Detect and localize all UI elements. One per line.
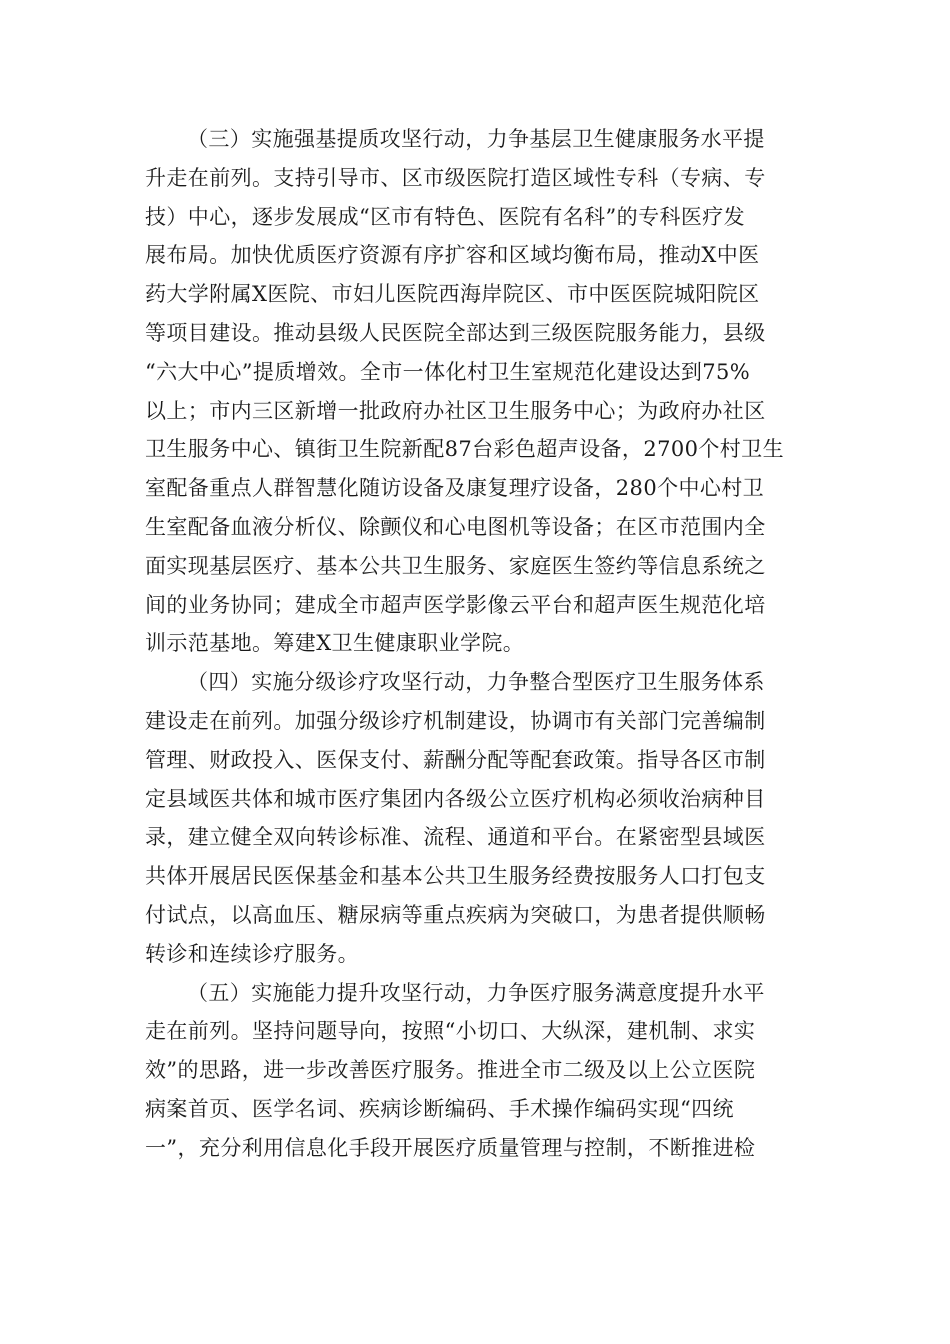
paragraph-line: 转诊和连续诊疗服务。 [145, 941, 359, 966]
paragraph-line: 效”的思路，进一步改善医疗服务。推进全市二级及以上公立医院 [145, 1058, 756, 1083]
paragraph-line: （四）实施分级诊疗攻坚行动，力争整合型医疗卫生服务体系 [187, 670, 765, 695]
paragraph-line: 管理、财政投入、医保支付、薪酬分配等配套政策。指导各区市制 [145, 747, 766, 772]
paragraph-line: 建设走在前列。加强分级诊疗机制建设，协调市有关部门完善编制 [145, 708, 766, 733]
paragraph-line: 训示范基地。筹建X卫生健康职业学院。 [145, 631, 525, 656]
paragraph-line: 卫生服务中心、镇街卫生院新配87台彩色超声设备，2700个村卫生 [145, 437, 784, 462]
paragraph-line: 录，建立健全双向转诊标准、流程、通道和平台。在紧密型县域医 [145, 825, 766, 850]
paragraph-line: 走在前列。坚持问题导向，按照“小切口、大纵深，建机制、求实 [145, 1019, 756, 1044]
paragraph-3 [145, 120, 805, 663]
paragraph-line: 升走在前列。支持引导市、区市级医院打造区域性专科（专病、专 [145, 165, 766, 190]
paragraph-4 [145, 663, 805, 973]
paragraph-line: 以上；市内三区新增一批政府办社区卫生服务中心；为政府办社区 [145, 398, 766, 423]
paragraph-line: 定县域医共体和城市医疗集团内各级公立医疗机构必须收治病种目 [145, 786, 766, 811]
paragraph-line: 等项目建设。推动县级人民医院全部达到三级医院服务能力，县级 [145, 320, 766, 345]
paragraph-line: （五）实施能力提升攻坚行动，力争医疗服务满意度提升水平 [187, 980, 765, 1005]
paragraph-line: “六大中心”提质增效。全市一体化村卫生室规范化建设达到75% [145, 359, 751, 384]
document-body [145, 120, 805, 1168]
paragraph-line: 生室配备血液分析仪、除颤仪和心电图机等设备；在区市范围内全 [145, 514, 766, 539]
paragraph-line: 共体开展居民医保基金和基本公共卫生服务经费按服务人口打包支 [145, 864, 766, 889]
paragraph-line: 展布局。加快优质医疗资源有序扩容和区域均衡布局，推动X中医 [145, 243, 760, 268]
paragraph-line: 一”，充分利用信息化手段开展医疗质量管理与控制，不断推进检 [145, 1135, 756, 1160]
paragraph-line: 病案首页、医学名词、疾病诊断编码、手术操作编码实现“四统 [145, 1096, 734, 1121]
paragraph-line: 技）中心，逐步发展成“区市有特色、医院有名科”的专科医疗发 [145, 204, 746, 229]
paragraph-line: （三）实施强基提质攻坚行动，力争基层卫生健康服务水平提 [187, 127, 765, 151]
paragraph-line: 药大学附属X医院、市妇儿医院西海岸院区、市中医医院城阳院区 [145, 282, 760, 307]
paragraph-line: 室配备重点人群智慧化随访设备及康复理疗设备，280个中心村卫 [145, 476, 765, 501]
paragraph-line: 付试点，以高血压、糖尿病等重点疾病为突破口，为患者提供顺畅 [145, 902, 766, 927]
paragraph-line: 间的业务协同；建成全市超声医学影像云平台和超声医生规范化培 [145, 592, 766, 617]
paragraph-line: 面实现基层医疗、基本公共卫生服务、家庭医生签约等信息系统之 [145, 553, 766, 578]
paragraph-5 [145, 974, 805, 1168]
